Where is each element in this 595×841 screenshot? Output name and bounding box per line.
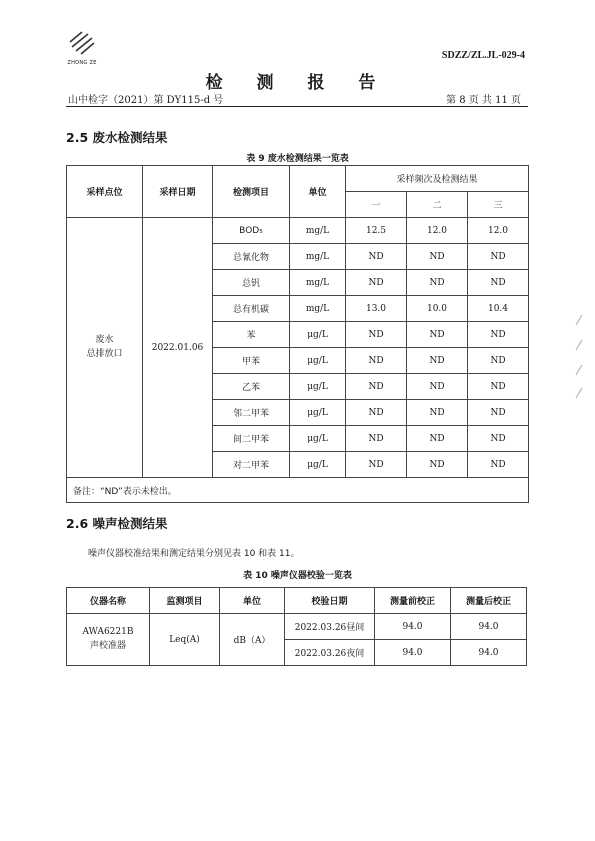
header-freq-2: 二 [407,192,468,218]
before-cell: 94.0 [375,640,451,666]
unit-cell: μg/L [290,322,346,348]
header-sampling-point: 采样点位 [67,166,143,218]
noise-calibration-table [66,587,527,666]
document-title: 检 测 报 告 [205,73,390,93]
header-freq-1: 一 [346,192,407,218]
header-result-group: 采样频次及检测结果 [346,166,529,192]
header-monitor-item: 监测项目 [150,588,220,614]
value-cell: ND [346,322,407,348]
value-cell: ND [468,270,529,296]
value-cell: ND [407,322,468,348]
value-cell: ND [346,348,407,374]
unit-cell: μg/L [290,348,346,374]
header-freq-3: 三 [468,192,529,218]
unit-cell: μg/L [290,452,346,478]
value-cell: ND [346,452,407,478]
calibration-date-cell: 2022.03.26夜间 [285,640,375,666]
monitor-item-cell: Leq(A) [150,614,220,666]
item-cell: 邻二甲苯 [213,400,290,426]
value-cell: ND [468,374,529,400]
item-cell: 总钒 [213,270,290,296]
item-cell: 乙苯 [213,374,290,400]
item-cell: 甲苯 [213,348,290,374]
table-note: 备注：“ND”表示未检出。 [67,478,529,503]
item-cell: 对二甲苯 [213,452,290,478]
after-cell: 94.0 [451,614,527,640]
value-cell: ND [407,426,468,452]
document-code: SDZZ/ZL.JL-029-4 [441,50,525,61]
value-cell: ND [468,452,529,478]
seam-stamp-icon [572,310,586,400]
value-cell: ND [407,400,468,426]
section-title-noise: 2.6 噪声检测结果 [66,516,168,531]
logo-text: ZHONG ZE [67,60,97,66]
value-cell: 10.0 [407,296,468,322]
noise-paragraph: 噪声仪器校准结果和测定结果分别见表 10 和表 11。 [88,549,300,559]
sampling-point-cell: 废水 总排放口 [67,218,143,478]
table-row [67,614,527,640]
value-cell: ND [407,374,468,400]
value-cell: ND [346,374,407,400]
value-cell: ND [468,426,529,452]
item-cell: 总有机碳 [213,296,290,322]
before-cell: 94.0 [375,614,451,640]
wastewater-results-table [66,165,529,503]
unit-cell: mg/L [290,296,346,322]
value-cell: ND [346,400,407,426]
logo-mark-icon [62,30,102,60]
value-cell: ND [407,244,468,270]
value-cell: ND [346,426,407,452]
value-cell: ND [407,348,468,374]
value-cell: ND [468,400,529,426]
value-cell: 12.5 [346,218,407,244]
item-cell: BOD₅ [213,218,290,244]
unit-cell: μg/L [290,400,346,426]
table-caption-wastewater: 表 9 废水检测结果一览表 [246,154,349,164]
value-cell: ND [407,452,468,478]
value-cell: 12.0 [407,218,468,244]
header-unit: 单位 [290,166,346,218]
header-before: 测量前校正 [375,588,451,614]
after-cell: 94.0 [451,640,527,666]
value-cell: 12.0 [468,218,529,244]
value-cell: ND [468,244,529,270]
header-calibration-date: 校验日期 [285,588,375,614]
header-unit: 单位 [220,588,285,614]
unit-cell: mg/L [290,270,346,296]
unit-cell: dB（A） [220,614,285,666]
item-cell: 苯 [213,322,290,348]
sampling-date-cell: 2022.01.06 [143,218,213,478]
instrument-cell: AWA6221B 声校准器 [67,614,150,666]
calibration-date-cell: 2022.03.26昼间 [285,614,375,640]
seam-stamp [568,310,586,410]
value-cell: ND [468,348,529,374]
unit-cell: μg/L [290,426,346,452]
page-number: 第 8 页 共 11 页 [446,95,521,106]
value-cell: 10.4 [468,296,529,322]
item-cell: 总氰化物 [213,244,290,270]
header-divider [66,106,528,107]
header-sampling-date: 采样日期 [143,166,213,218]
header-test-item: 检测项目 [213,166,290,218]
table-row [67,218,529,244]
value-cell: ND [346,244,407,270]
table-caption-noise: 表 10 噪声仪器校验一览表 [243,571,352,581]
company-logo [62,30,102,68]
unit-cell: mg/L [290,218,346,244]
report-number: 山中检字（2021）第 DY115-d 号 [68,95,224,106]
section-title-wastewater: 2.5 废水检测结果 [66,130,168,145]
unit-cell: μg/L [290,374,346,400]
unit-cell: mg/L [290,244,346,270]
value-cell: ND [346,270,407,296]
item-cell: 间二甲苯 [213,426,290,452]
value-cell: 13.0 [346,296,407,322]
value-cell: ND [468,322,529,348]
value-cell: ND [407,270,468,296]
header-instrument: 仪器名称 [67,588,150,614]
header-after: 测量后校正 [451,588,527,614]
